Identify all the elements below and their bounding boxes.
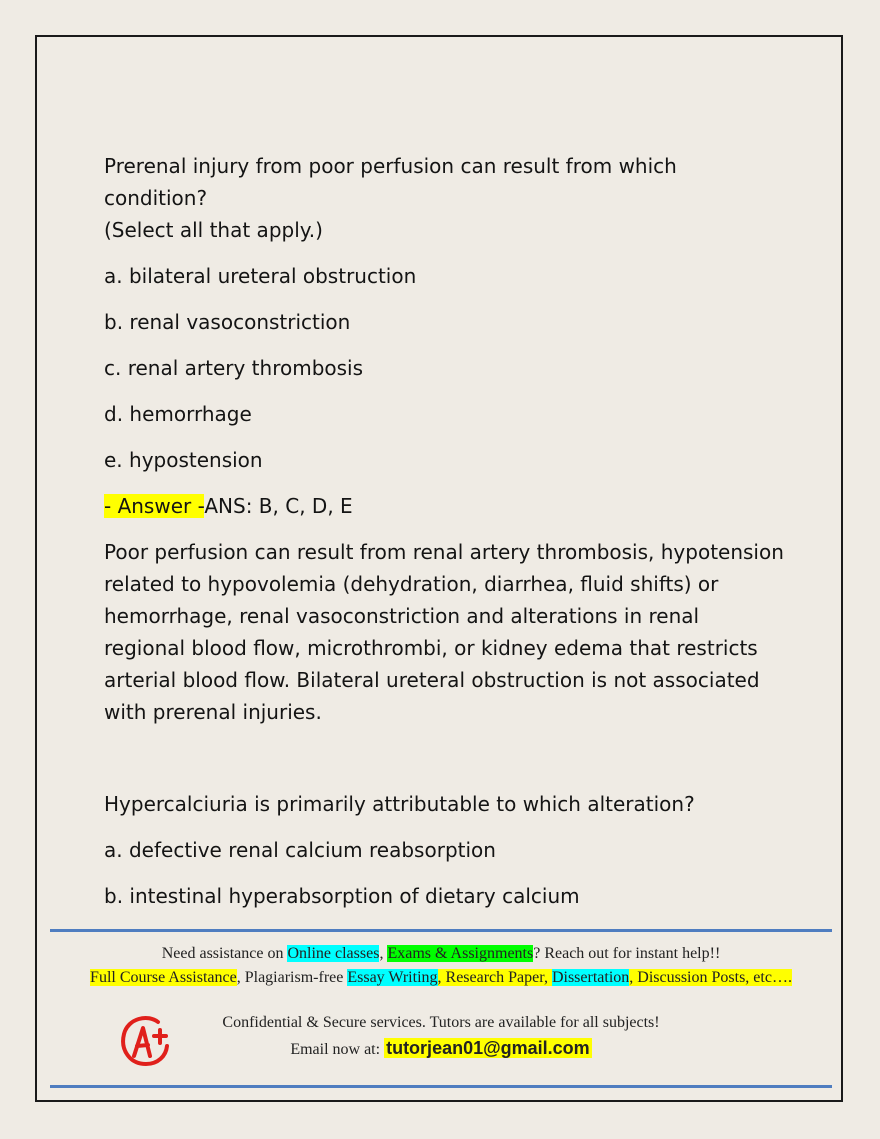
dissertation-highlight: Dissertation <box>551 969 630 986</box>
question-1-title-line1: Prerenal injury from poor perfusion can result from which condition? <box>104 154 677 210</box>
question-1-option-d: d. hemorrhage <box>104 402 252 426</box>
footer-bottom-rule <box>50 1085 832 1088</box>
footer-line-3: Confidential & Secure services. Tutors are available for all subjects! <box>222 1014 660 1031</box>
promo-footer <box>50 943 832 1058</box>
footer-text: , <box>437 969 446 986</box>
question-1-rationale: Poor perfusion can result from renal artery thrombosis, hypotension related to hypovolemia (dehydration, diarrhea, fluid shifts) or hemorrhage, renal vasoconstriction and alterations in renal regional blood flow, microthrombi, or kidney edema that restricts arterial blood flow. Bilateral ureteral obstruction is not associated with prerenal injuries. <box>104 540 784 724</box>
footer-line-2 <box>50 967 832 989</box>
essay-writing-highlight: Essay Writing <box>347 969 438 986</box>
full-course-highlight: Full Course Assistance <box>90 969 237 986</box>
question-1-option-a: a. bilateral ureteral obstruction <box>104 264 417 288</box>
question-1-option-c: c. renal artery thrombosis <box>104 356 364 380</box>
question-1-title-line2: (Select all that apply.) <box>104 218 323 242</box>
footer-text: ? Reach out for instant help!! <box>533 945 721 962</box>
footer-text: , <box>379 945 388 962</box>
email-link[interactable]: tutorjean01@gmail.com <box>386 1038 590 1058</box>
footer-line-1 <box>50 943 832 965</box>
discussion-posts-highlight: , Discussion Posts, etc…. <box>629 969 792 986</box>
question-1-option-b: b. renal vasoconstriction <box>104 310 351 334</box>
research-paper-highlight: Research Paper, <box>445 969 552 986</box>
document-body <box>104 150 784 926</box>
question-2-option-b: b. intestinal hyperabsorption of dietary calcium <box>104 884 580 908</box>
question-1-title <box>104 150 784 246</box>
exams-assignments-highlight: Exams & Assignments <box>387 945 534 962</box>
answer-label: - Answer - <box>104 494 205 518</box>
a-plus-grade-icon <box>118 1012 172 1070</box>
footer-text: , Plagiarism-free <box>236 969 348 986</box>
footer-top-rule <box>50 929 832 932</box>
footer-text: Need assistance on <box>161 945 288 962</box>
question-1-answer <box>104 490 784 522</box>
email-label: Email now at: <box>290 1041 385 1058</box>
question-2-option-a: a. defective renal calcium reabsorption <box>104 838 496 862</box>
online-classes-highlight: Online classes <box>287 945 380 962</box>
answer-text: ANS: B, C, D, E <box>204 494 353 518</box>
question-1-option-e: e. hypostension <box>104 448 263 472</box>
question-2-title: Hypercalciuria is primarily attributable to which alteration? <box>104 792 695 816</box>
